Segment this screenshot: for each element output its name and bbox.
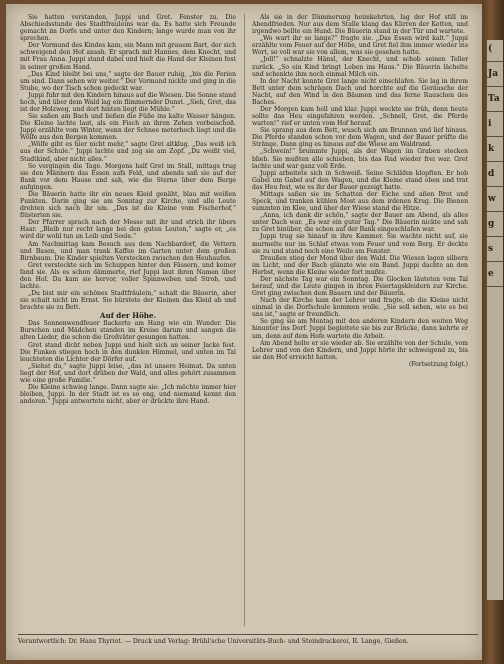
paragraph: Juppi trug sie hinauf in ihre Kammer. Sie wachte nicht auf, sie murmelte nur im Schlaf etwas vom Feuer und vom Berg. Er deckte sie zu und stand noch eine Weile am Fenster. xyxy=(252,233,468,255)
paragraph: Am Abend holte er sie wieder ab. Sie erzählte von der Schule, vom Lehrer und von den Kindern, und Juppi hörte ihr schweigend zu, bis sie den Hof erreicht hatten. xyxy=(252,339,468,361)
paragraph: Juppi arbeitete sich in Schweiß. Seine Schläfen klopften. Er hob Gabel um Gabel auf den Wagen, und die Kleine stand oben und trat das Heu fest, wie es ihr der Bauer gezeigt hatte. xyxy=(252,169,468,191)
adjacent-page-fragment: e xyxy=(488,269,494,279)
paragraph: „Wo wart ihr so lange?“ fragte sie. „Das Essen wird kalt.“ Juppi erzählte vom Feuer auf der Höhe, und Gret fiel ihm immer wieder ins Wort, so voll war sie von allem, was sie gesehen hatte. xyxy=(252,35,468,57)
section-heading: Auf der Höhe. xyxy=(99,311,157,321)
paragraph: Die Bäuerin hatte ihr ein neues Kleid genäht, blau mit weißen Punkten. Darin ging sie am Sonntag zur Kirche, und alle Leute drehten sich nach ihr um. „Das ist die Kleine vom Fischerhof,“ flüsterten sie. xyxy=(20,190,236,220)
paragraph: Der Vormund des Kindes kam, ein Mann mit grauem Bart, der sich schweigend den Hof ansah. Er sprach mit Hannes, dem Knecht, und mit Frau Anna. Juppi stand dabei und hielt die Hand der Kleinen fest in seiner großen Hand. xyxy=(20,42,236,71)
paragraph: Nach der Kirche kam der Lehrer und fragte, ob die Kleine nicht einmal in die Dorfschule kommen wolle. „Sie soll sehen, wie es bei uns ist,“ sagte er freundlich. xyxy=(252,297,468,319)
paragraph: „Du bist mir ein schönes Stadtfräulein,“ schalt die Bäuerin, aber sie schalt nicht im Ernst. Sie bürstete der Kleinen das Kleid ab und brachte sie zu Bett. xyxy=(20,290,236,312)
paragraph: „Anna, ich dank dir schön,“ sagte der Bauer am Abend, als alles unter Dach war. „Es war ein guter Tag.“ Die Bäuerin nickte und sah zu Gret hinüber, die schon auf der Bank eingeschlafen war. xyxy=(252,212,468,234)
paragraph: „Joll!“ schnalzte Hänsl, der Knecht, und schob seinen Teller zurück. „So ein Kind bringt Leben ins Haus.“ Die Bäuerin lächelte und schenkte ihm noch einmal Milch ein. xyxy=(252,56,468,78)
paragraph: Sie sprang aus dem Bett, wusch sich am Brunnen und lief hinaus. Die Pferde standen schon vor dem Wagen, und der Bauer prüfte die Stränge. Dann ging es hinaus auf die Wiese am Waldrand. xyxy=(252,127,468,149)
adjacent-page-rule xyxy=(487,61,503,62)
paragraph: Der Morgen kam hell und klar. Juppi weckte sie früh, denn heute sollte das Heu eingefahren werden. „Schnell, Gret, die Pferde warten!“ rief er unten vom Hof herauf. xyxy=(252,106,468,128)
adjacent-page-rule xyxy=(487,211,503,212)
paragraph: So ging sie am Montag mit den anderen Kindern den weiten Weg hinunter ins Dorf. Juppi begleitete sie bis zur Brücke, dann kehrte er um, denn auf dem Hofe wartete die Arbeit. xyxy=(252,318,468,340)
adjacent-page-rule xyxy=(487,261,503,262)
adjacent-page-strip xyxy=(487,40,503,600)
adjacent-page-fragment: g xyxy=(488,219,495,229)
paragraph: Das Sonnenwendfeuer flackerte am Hang wie ein Wunder. Die Burschen und Mädchen standen im Kreise darum und sangen die alten Lieder, die schon die Großväter gesungen hatten. xyxy=(20,320,236,342)
continuation-note: (Fortsetzung folgt.) xyxy=(409,360,468,368)
paragraph: Als sie in der Dämmerung heimkehrten, lag der Hof still im Abendfrieden. Nur aus dem Stalle klang das Klirren der Ketten, und irgendwo bellte ein Hund. Die Bäuerin stand in der Tür und wartete. xyxy=(252,14,468,36)
right-column xyxy=(252,14,468,626)
adjacent-page-fragment: d xyxy=(488,169,495,179)
newspaper-page xyxy=(6,4,482,660)
adjacent-page-fragment: Ta xyxy=(488,94,500,104)
adjacent-page-fragment: ( xyxy=(488,44,493,54)
paragraph: Juppi fuhr mit den Kindern hinaus auf die Wiesen. Die Sonne stand hoch, und über dem Wald lag ein flimmernder Dunst. „Sieh, Gret, das ist der Holzweg, und dort hinten liegt die Mühle.“ xyxy=(20,91,236,114)
adjacent-page-rule xyxy=(487,186,503,187)
adjacent-page-rule xyxy=(487,161,503,162)
paragraph: „Siehst du,“ sagte Juppi leise, „das ist unsere Heimat. Da unten liegt der Hof, und dort drüben der Wald, und alles gehört zusammen wie eine große Familie.“ xyxy=(20,362,236,384)
paragraph: „Das Kind bleibt bei uns,“ sagte der Bauer ruhig, „bis die Ferien um sind. Dann sehen wir weiter.“ Der Vormund nickte und ging in die Stube, wo der Tisch schon gedeckt war. xyxy=(20,70,236,92)
column-divider xyxy=(244,14,245,626)
paragraph: Gret versteckte sich im Schuppen hinter den Fässern, und keiner fand sie. Als es schon dämmerte, rief Juppi laut ihren Namen über den Hof. Da kam sie hervor, voller Spinnweben und Stroh, und lachte. xyxy=(20,261,236,290)
adjacent-page-rule xyxy=(487,286,503,287)
left-column xyxy=(20,14,236,626)
paragraph: „Schwein!“ brummte Juppi, als der Wagen im Graben stecken blieb. Sie mußten alle schieben, bis das Rad wieder frei war. Gret lachte und war ganz voll Erde. xyxy=(252,148,468,170)
paragraph: Der Pfarrer sprach nach der Messe mit ihr und strich ihr übers Haar. „Bleib nur recht lange bei den guten Leuten,“ sagte er, „es wird dir wohl tun an Leib und Seele.“ xyxy=(20,219,236,241)
adjacent-page-rule xyxy=(487,236,503,237)
paragraph: Gret stand dicht neben Juppi und hielt sich an seiner Jacke fest. Die Funken stiegen hoch in den dunklen Himmel, und unten im Tal leuchteten die Lichter der Dörfer auf. xyxy=(20,341,236,363)
adjacent-page-fragment: k xyxy=(488,144,495,154)
adjacent-page-fragment: w xyxy=(488,194,496,204)
adjacent-page-fragment: i xyxy=(488,119,492,129)
paragraph: In der Nacht konnte Gret lange nicht einschlafen. Sie lag in ihrem Bett unter dem schrägen Dach und horchte auf die Geräusche der Nacht, auf den Wind in den Bäumen und das ferne Rauschen des Baches. xyxy=(252,77,468,106)
paragraph: „Wölfe gibt es hier nicht mehr,“ sagte Gret altklug. „Das weiß ich aus der Schule.“ Juppi lachte und zog sie am Zopf. „Du weißt viel, Stadtkind, aber nicht alles.“ xyxy=(20,141,236,163)
paragraph: Der nächste Tag war ein Sonntag. Die Glocken läuteten vom Tal herauf, und die Leute gingen in ihren Feiertagskleidern zur Kirche. Gret ging zwischen dem Bauern und der Bäuerin. xyxy=(252,275,468,298)
adjacent-page-rule xyxy=(487,111,503,112)
paragraph: So vergingen die Tage. Morgens half Gret im Stall, mittags trug sie den Männern das Essen aufs Feld, und abends saß sie auf der Bank vor dem Hause und sah, wie die Sterne über dem Berge aufgingen. xyxy=(20,162,236,191)
paragraph: Draußen stieg der Mond über den Wald. Die Wiesen lagen silbern im Licht, und der Bach glänzte wie ein Band. Juppi dachte an den Herbst, wenn die Kleine wieder fort mußte. xyxy=(252,254,468,276)
paragraph: Am Nachmittag kam Besuch aus dem Nachbardorf, die Vettern und Basen, und man trank Kaffee im Garten unter dem großen Birnbaum. Die Kinder spielten Verstecken zwischen den Heuhaufen. xyxy=(20,240,236,262)
paragraph: Mittags saßen sie im Schatten der Eiche und aßen Brot und Speck, und tranken kühlen Most aus dem irdenen Krug. Die Bienen summten im Klee, und über der Wiese stand die Hitze. xyxy=(252,190,468,213)
adjacent-page-rule xyxy=(487,136,503,137)
adjacent-page-fragment: s xyxy=(488,244,494,254)
paragraph: Sie hatten verstanden, Juppi und Gret. Fenster zu. Die Abschiedsstunde des Stadtfrauleins war da. Es hatte sich Freunde gemacht im Dorfe und unter den Kindern; lange wurde man von ihr sprechen. xyxy=(20,14,236,43)
paragraph: Sie saßen am Bach und ließen die Füße ins kalte Wasser hängen. Die Kleine lachte laut, als ein Fisch an ihren Zehen vorbeischoß. Juppi erzählte vom Winter, wenn der Schnee meterhoch liegt und die Wölfe aus den Bergen kommen. xyxy=(20,113,236,142)
paragraph: Die Kleine schwieg lange. Dann sagte sie: „Ich möchte immer hier bleiben, Juppi. In der Stadt ist es so eng, und niemand kennt den anderen.“ Juppi antwortete nicht, aber er drückte ihre Hand. xyxy=(20,383,236,406)
adjacent-page-rule xyxy=(487,86,503,87)
adjacent-page-fragment: Ja xyxy=(488,69,499,79)
imprint-footer: Verantwortlich: Dr. Hans Thyriot. — Druck und Verlag: Brühl'sche Universitäts-Buch- und Steindruckerei, R. Lange, Gießen. xyxy=(18,634,478,646)
